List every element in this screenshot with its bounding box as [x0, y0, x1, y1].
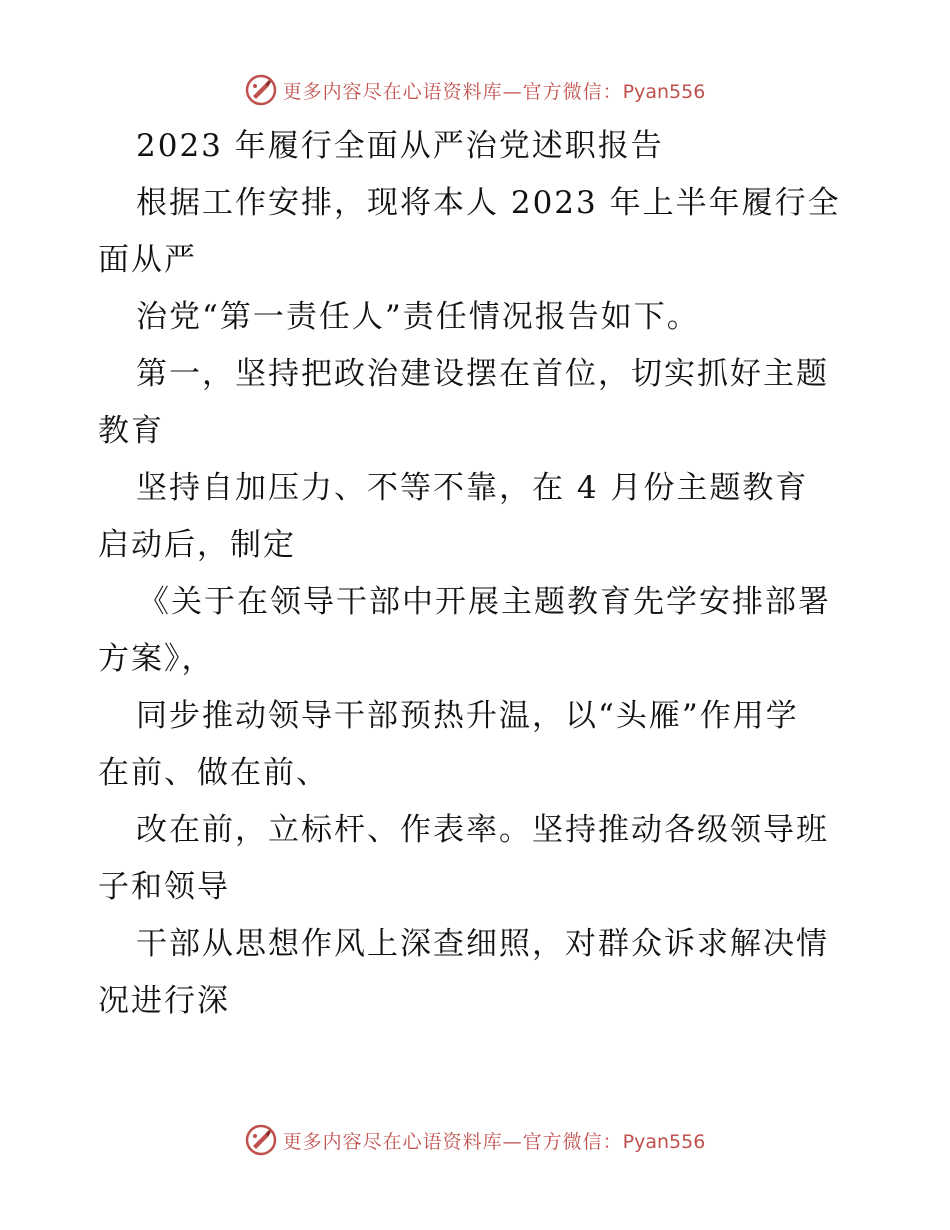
document-body: [98, 118, 858, 1030]
footer-banner-text: [283, 1127, 706, 1154]
paragraph-line: 改在前，立标杆、作表率。坚持推动各级领导班: [136, 812, 829, 848]
paragraph-line: 况进行深: [98, 983, 230, 1019]
paragraph-line: 干部从思想作风上深查细照，对群众诉求解决情: [136, 926, 829, 962]
footer-wechat-id: Pyan556: [622, 1130, 706, 1153]
paragraph-line: 方案》，: [98, 641, 215, 677]
header-banner-text: [283, 77, 706, 104]
red-seal-pen-icon: [245, 1124, 277, 1156]
footer-banner: [0, 1120, 950, 1160]
paragraph-line: 同步推动领导干部预热升温，以“头雁”作用学: [136, 698, 799, 734]
header-banner: [0, 70, 950, 110]
paragraph-line: 坚持自加压力、不等不靠，在 4 月份主题教育: [136, 470, 809, 506]
paragraph-line: 根据工作安排，现将本人 2023 年上半年履行全: [136, 185, 841, 221]
paragraph-line: 子和领导: [98, 869, 230, 905]
red-seal-pen-icon: [245, 74, 277, 106]
document-title: 2023 年履行全面从严治党述职报告: [136, 128, 664, 164]
paragraph-line: 第一，坚持把政治建设摆在首位，切实抓好主题: [136, 356, 829, 392]
header-wechat-id: Pyan556: [622, 80, 706, 103]
paragraph-line: 《关于在领导干部中开展主题教育先学安排部署: [138, 584, 831, 620]
paragraph-line: 教育: [98, 413, 164, 449]
paragraph-line: 面从严: [98, 242, 197, 278]
paragraph-line: 启动后，制定: [98, 527, 296, 563]
header-banner-label: 更多内容尽在心语资料库—官方微信：: [282, 80, 623, 103]
paragraph-line: 在前、做在前、: [98, 755, 329, 791]
paragraph-line: 治党“第一责任人”责任情况报告如下。: [136, 299, 700, 335]
footer-banner-label: 更多内容尽在心语资料库—官方微信：: [282, 1130, 623, 1153]
